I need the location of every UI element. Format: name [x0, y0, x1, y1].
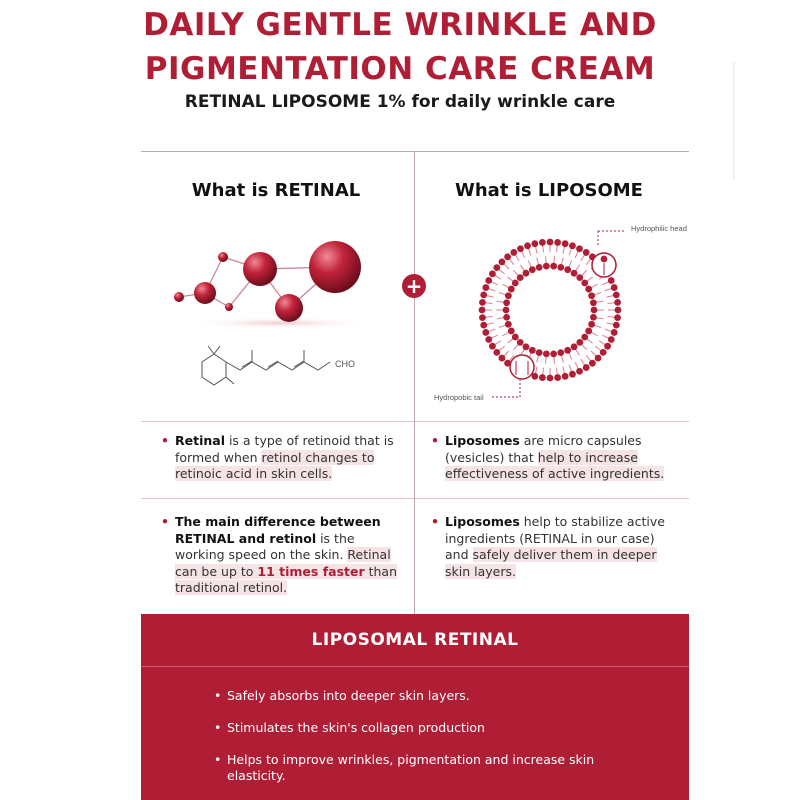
liposomal-retinal-panel — [141, 614, 689, 800]
divider-top — [141, 151, 689, 152]
retinal-bullet-2: • The main difference between RETINAL and retinol is the working speed on the skin. Retinal can be up to 11 times faster than traditional retinol. — [161, 514, 398, 595]
main-title-line-2: PIGMENTATION CARE CREAM — [144, 51, 656, 87]
hydrophilic-head-label: Hydrophilic head — [631, 224, 687, 233]
liposome-bullet-2: • Liposomes help to stabilize active ingredients (RETINAL in our case) and safely deliver them in deeper skin layers. — [431, 514, 665, 579]
panel-item: • Stimulates the skin's collagen production — [214, 720, 485, 735]
divider-vertical — [414, 151, 415, 614]
liposome-illustration — [430, 215, 690, 410]
retinal-chemical-formula — [190, 340, 380, 395]
plus-icon: + — [402, 274, 426, 298]
main-title-line-1: DAILY GENTLE WRINKLE AND — [143, 7, 657, 43]
retinal-molecule-illustration — [165, 225, 380, 335]
subtitle: RETINAL LIPOSOME 1% for daily wrinkle care — [184, 92, 616, 112]
hydrophobic-tail-label: Hydropobic tail — [434, 393, 484, 402]
panel-item: • Helps to improve wrinkles, pigmentation and increase skin elasticity. — [214, 752, 595, 783]
scrollbar[interactable] — [733, 62, 735, 180]
divider-lower — [141, 498, 689, 499]
liposome-heading: What is LIPOSOME — [455, 180, 643, 201]
retinal-heading: What is RETINAL — [191, 180, 361, 201]
retinal-bullet-1: • Retinal is a type of retinoid that is formed when retinol changes to retinoic acid in skin cells. — [161, 433, 394, 481]
formula-cho-label: CHO — [335, 359, 355, 369]
divider-middle — [141, 421, 689, 422]
liposome-bullet-1: • Liposomes are micro capsules (vesicles) that help to increase effectiveness of active ingredients. — [431, 433, 665, 481]
panel-item: • Safely absorbs into deeper skin layers. — [214, 688, 470, 703]
liposome-bilayer — [479, 239, 622, 382]
panel-divider — [141, 666, 689, 667]
panel-title: LIPOSOMAL RETINAL — [311, 630, 519, 650]
